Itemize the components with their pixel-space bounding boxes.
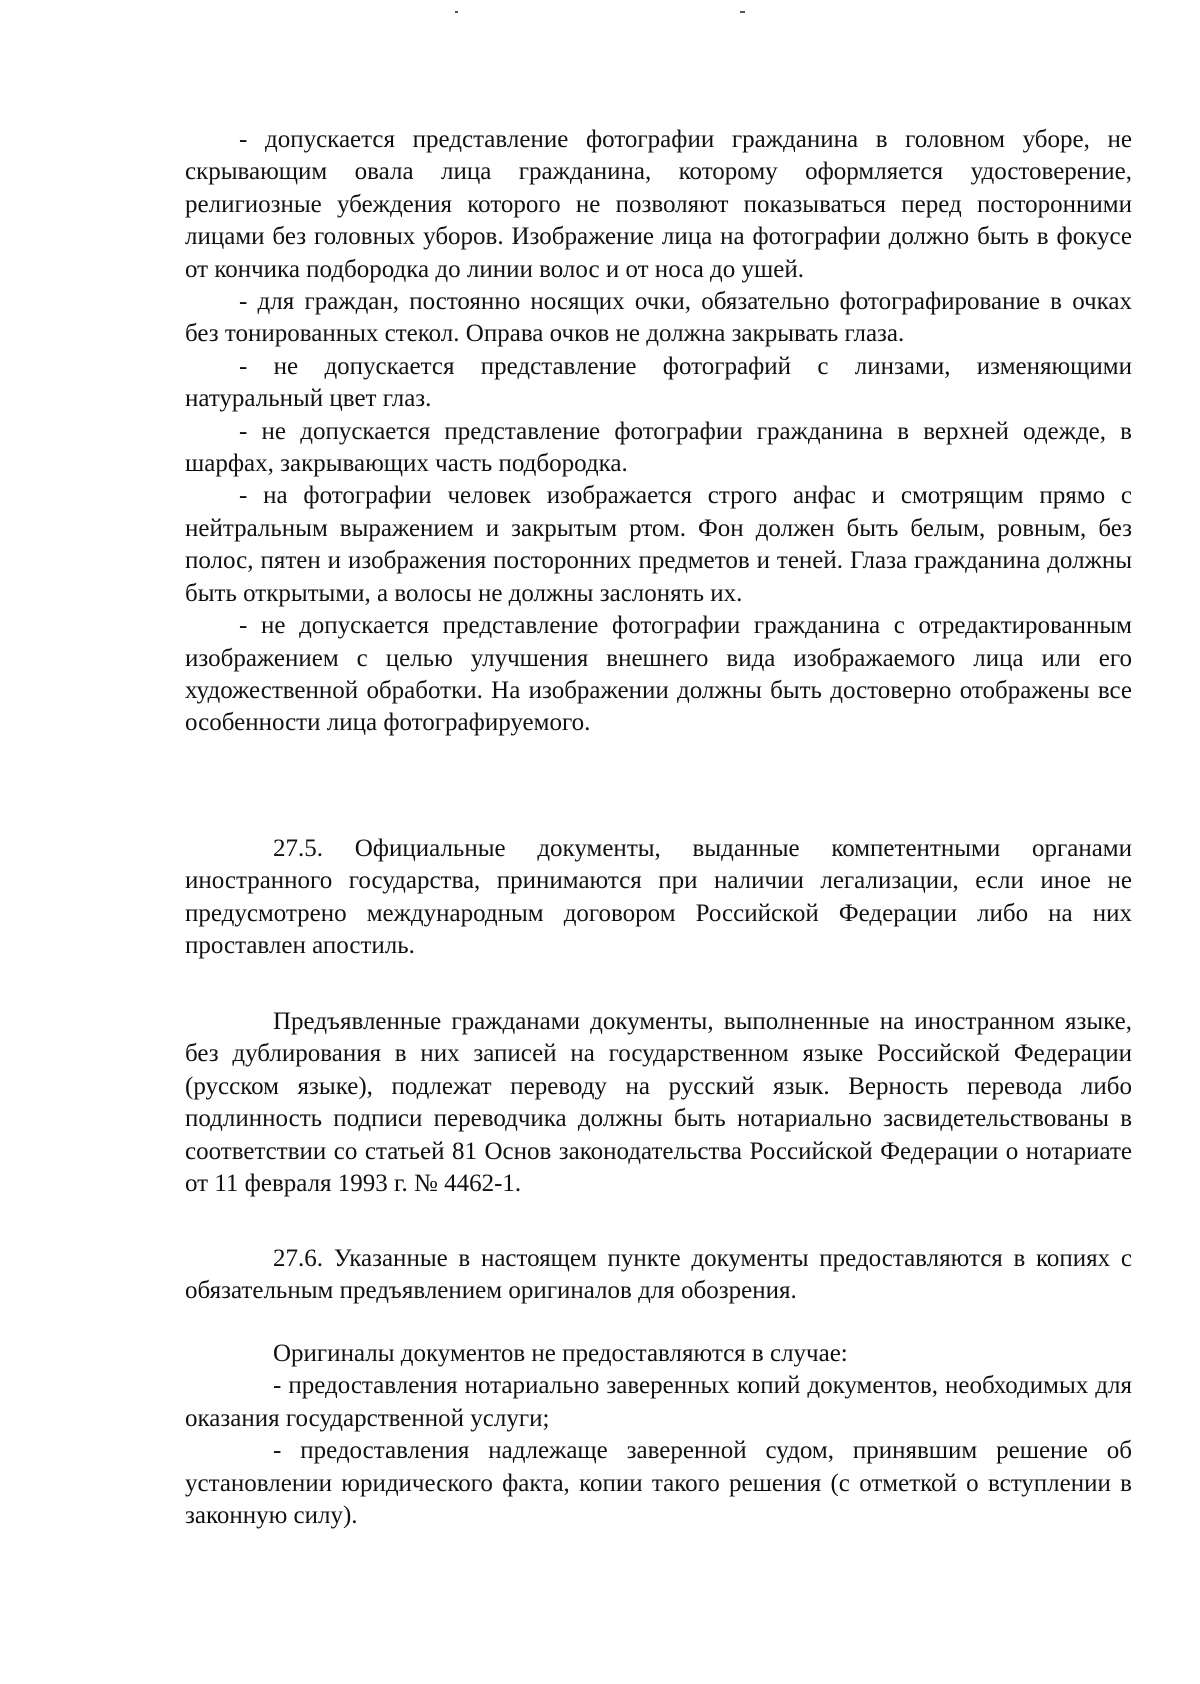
requirement-item: - не допускается представление фотографий с линзами, изменяющими натуральный цвет глаз. [185, 352, 1132, 413]
clause-27-5-block [185, 833, 1132, 963]
clause-27-6-block [185, 1243, 1132, 1308]
originals-case: - предоставления нотариально заверенных копий документов, необходимых для оказания государственной услуги; [185, 1372, 1132, 1432]
clause-27-6: 27.6. Указанные в настоящем пункте документы предоставляются в копиях с обязательным предъявлением оригиналов для обозрения. [185, 1245, 1132, 1305]
requirement-item: - на фотографии человек изображается строго анфас и смотрящим прямо с нейтральным выражением и закрытым ртом. Фон должен быть белым, ровным, без полос, пятен и изображения посторонних предметов и теней. Глаза гражданина должны быть открытыми, а волосы не должны заслонять их. [185, 482, 1132, 607]
translation-paragraph: Предъявленные гражданами документы, выполненные на иностранном языке, без дублирования в них записей на государственном языке Российской Федерации (русском языке), подлежат переводу на русский язык. Верность перевода либо подлинность подписи переводчика должны быть нотариально засвидетельствованы в соответствии со статьей 81 Основ законодательства Российской Федерации о нотариате от 11 февраля 1993 г. № 4462-1. [185, 1008, 1132, 1198]
originals-intro: Оригиналы документов не предоставляются в случае: [273, 1340, 848, 1367]
photo-requirements-block [185, 124, 1132, 740]
requirement-item: - для граждан, постоянно носящих очки, обязательно фотографирование в очках без тонированных стекол. Оправа очков не должна закрывать глаза. [185, 288, 1132, 348]
translation-block [185, 1006, 1132, 1200]
requirement-item: - допускается представление фотографии гражданина в головном уборе, не скрывающим овала лица гражданина, которому оформляется удостоверение, религиозные убеждения которого не позволяют показываться перед посторонними лицами без головных уборов. Изображение лица на фотографии должно быть в фокусе от кончика подбородка до линии волос и от носа до ушей. [185, 126, 1132, 283]
originals-case: - предоставления надлежаще заверенной судом, принявшим решение об установлении юридического факта, копии такого решения (с отметкой о вступлении в законную силу). [185, 1437, 1132, 1530]
scan-artifact [455, 11, 458, 13]
scan-artifact [740, 11, 745, 13]
requirement-item: - не допускается представление фотографии гражданина с отредактированным изображением с целью улучшения внешнего вида изображаемого лица или его художественной обработки. На изображении должны быть достоверно отображены все особенности лица фотографируемого. [185, 612, 1132, 737]
clause-27-5: 27.5. Официальные документы, выданные компетентными органами иностранного государства, принимаются при наличии легализации, если иное не предусмотрено международным договором Российской Федерации либо на них проставлен апостиль. [185, 835, 1132, 960]
requirement-item: - не допускается представление фотографии гражданина в верхней одежде, в шарфах, закрывающих часть подбородка. [185, 417, 1132, 478]
originals-block [185, 1338, 1132, 1532]
